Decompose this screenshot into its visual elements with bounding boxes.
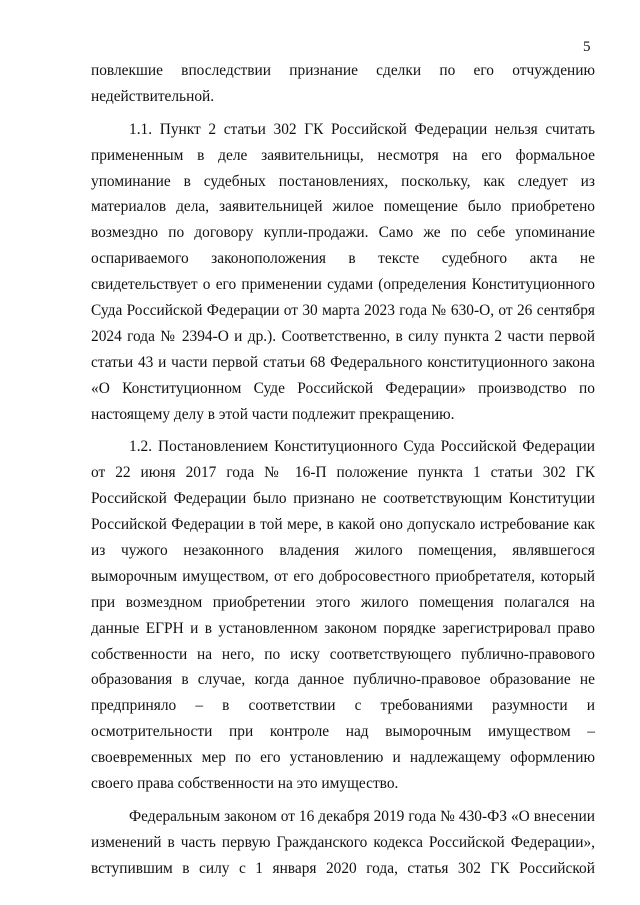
paragraph-federal-law — [91, 804, 595, 882]
text-line: настоящему делу в этой части подлежит прекращению. — [91, 405, 455, 423]
text-line: упоминание в судебных постановлениях, поскольку, как следует из — [91, 172, 595, 190]
text-line: Федеральным законом от 16 декабря 2019 года № 430-ФЗ «О внесении — [129, 807, 595, 825]
paragraph-1-1 — [91, 117, 595, 428]
paragraph-1-2 — [91, 434, 595, 796]
text-line: материалов дела, заявительницей жилое помещение было приобретено — [91, 198, 595, 216]
body-text — [91, 58, 595, 882]
text-line: своего права собственности на это имущество. — [91, 775, 399, 793]
text-line: 2024 года № 2394-О и др.). Соответственно, в силу пункта 2 части первой — [91, 327, 595, 345]
text-line: статьи 43 и части первой статьи 68 Федерального конституционного закона — [91, 353, 595, 371]
text-line: возмездно по договору купли-продажи. Само же по себе упоминание — [91, 224, 595, 242]
text-line: вступившим в силу с 1 января 2020 года, статья 302 ГК Российской — [91, 859, 595, 877]
text-line: «О Конституционном Суде Российской Федерации» производство по — [91, 379, 595, 397]
paragraph-continuation — [91, 58, 595, 110]
text-line: примененным в деле заявительницы, несмотря на его формальное — [91, 146, 595, 164]
text-line: Суда Российской Федерации от 30 марта 2023 года № 630-О, от 26 сентября — [91, 302, 595, 320]
text-line: оспариваемого законоположения в тексте судебного акта не — [91, 250, 595, 268]
text-line: изменений в часть первую Гражданского кодекса Российской Федерации», — [91, 833, 595, 851]
page-number: 5 — [583, 39, 591, 55]
text-line: свидетельствует о его применении судами (определения Конституционного — [91, 276, 595, 294]
text-line: осмотрительности при контроле над выморочным имуществом – — [91, 723, 595, 741]
text-line: предприняло – в соответствии с требованиями разумности и — [91, 697, 595, 715]
text-line: выморочным имуществом, от его добросовестного приобретателя, который — [91, 567, 595, 585]
text-line: повлекшие впоследствии признание сделки по его отчуждению — [91, 62, 595, 79]
text-line: от 22 июня 2017 года № 16-П положение пункта 1 статьи 302 ГК — [91, 464, 595, 482]
text-line: данные ЕГРН и в установленном законом порядке зарегистрировал право — [91, 619, 595, 637]
text-line: собственности на него, по иску соответствующего публично-правового — [91, 645, 595, 663]
text-line: образования в случае, когда данное публично-правовое образование не — [91, 671, 595, 689]
text-line: 1.2. Постановлением Конституционного Суда Российской Федерации — [129, 438, 595, 456]
text-line: из чужого незаконного владения жилого помещения, являвшегося — [91, 542, 595, 560]
text-line: Российской Федерации было признано не соответствующим Конституции — [91, 490, 595, 508]
text-line: 1.1. Пункт 2 статьи 302 ГК Российской Федерации нельзя считать — [129, 120, 595, 138]
text-line: Российской Федерации в той мере, в какой оно допускало истребование как — [91, 516, 595, 534]
text-line: недействительной. — [91, 87, 215, 105]
text-line: своевременных мер по его установлению и надлежащему оформлению — [91, 749, 595, 767]
text-line: при возмездном приобретении этого жилого помещения полагался на — [91, 593, 595, 611]
